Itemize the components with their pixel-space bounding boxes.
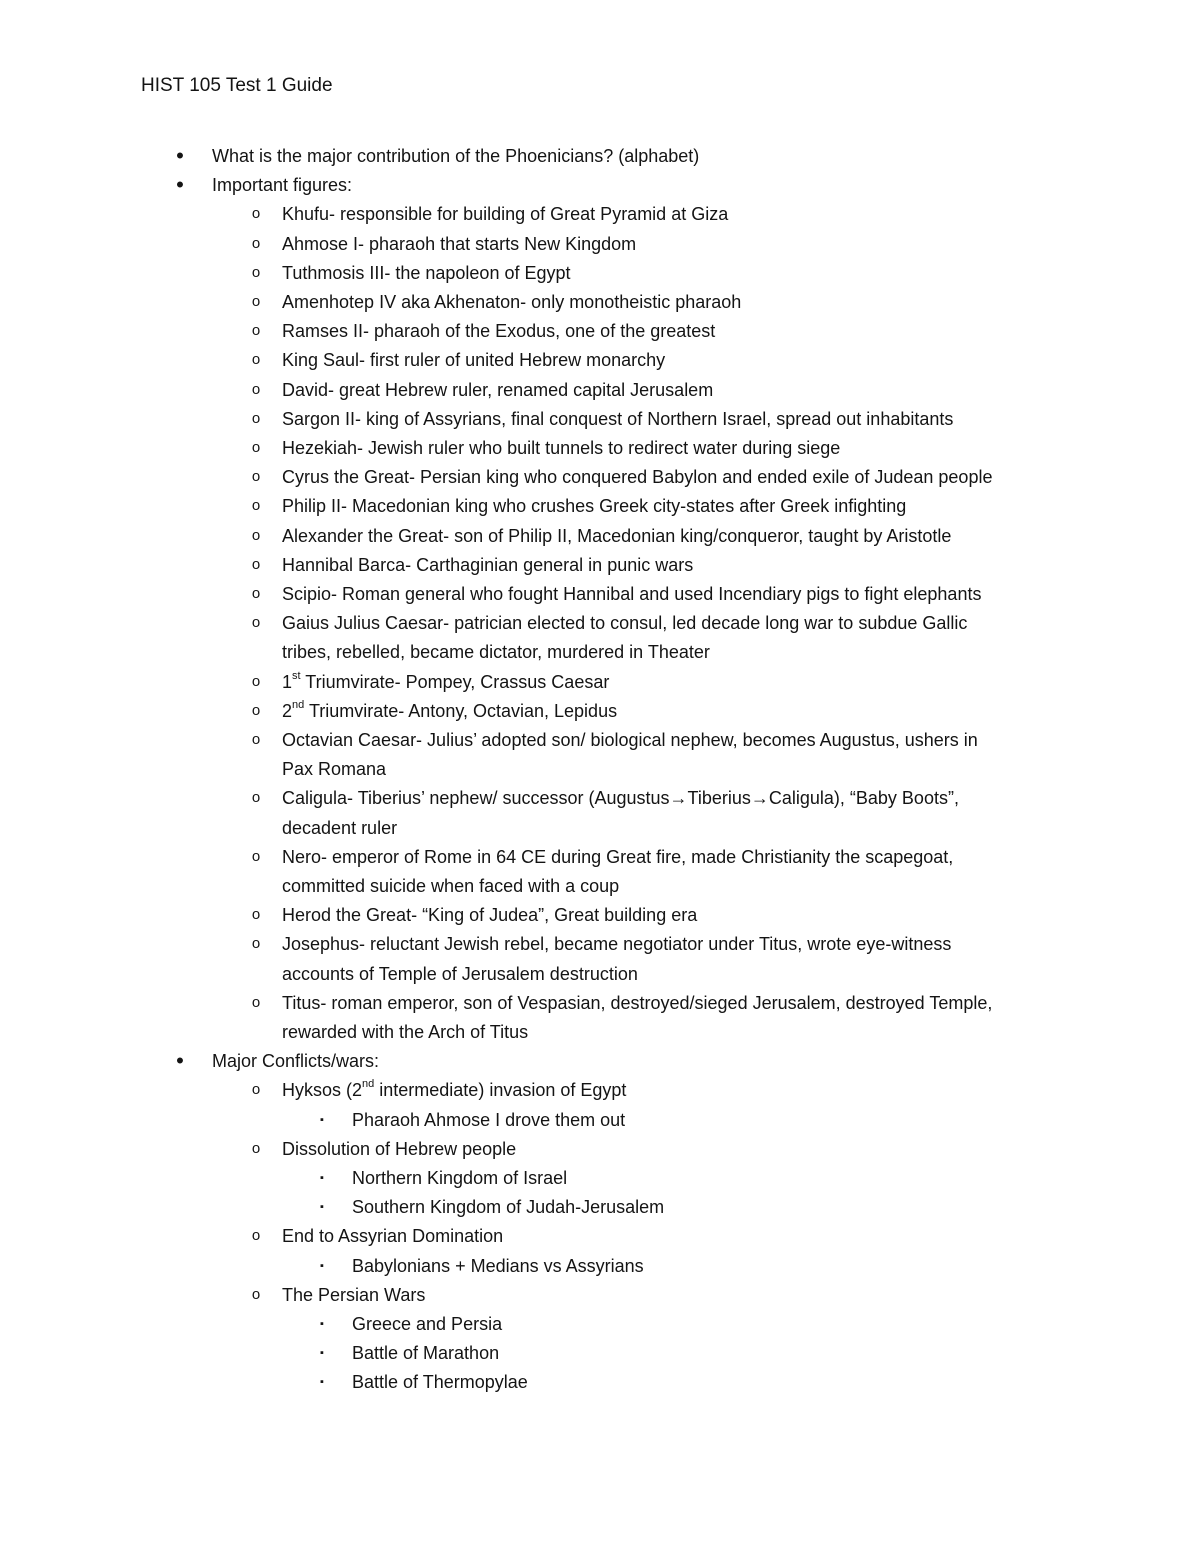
sub-item [282,493,906,519]
sub-item [282,785,959,811]
circle-marker: o [251,1227,261,1244]
item-text: End to Assyrian Domination [282,1226,504,1246]
continuation-line [282,873,619,899]
circle-marker: o [251,994,261,1011]
sub-item [282,231,636,257]
item-text: Dissolution of Hebrew people [282,1139,517,1159]
ordinal-superscript: nd [362,1078,375,1090]
sub-sub-item [352,1194,664,1220]
sub-sub-item [352,1107,625,1133]
sub-item [282,318,715,344]
circle-marker: o [251,293,261,310]
item-text: Sargon II- king of Assyrians, final conquest of Northern Israel, spread out inhabitants [282,409,954,429]
sub-item [282,1136,516,1162]
item-text: The Persian Wars [282,1285,426,1305]
sub-item [282,523,951,549]
item-text: Khufu- responsible for building of Great Pyramid at Giza [282,204,729,224]
sub-sub-item [352,1165,567,1191]
item-text: intermediate) invasion of Egypt [374,1080,627,1100]
sub-item [282,406,953,432]
circle-marker: o [251,322,261,339]
item-text: decadent ruler [282,818,398,838]
circle-marker: o [251,205,261,222]
circle-marker: o [251,468,261,485]
sub-item [282,698,617,724]
bullet-item [212,1048,379,1074]
item-text: Pharaoh Ahmose I drove them out [352,1110,626,1130]
sub-item [282,610,967,636]
circle-marker: o [251,527,261,544]
sub-item [282,464,992,490]
circle-marker: o [251,789,261,806]
sub-item [282,1282,425,1308]
sub-item [282,1077,626,1103]
item-text: King Saul- first ruler of united Hebrew monarchy [282,350,666,370]
bullet-marker: • [176,172,184,197]
circle-marker: o [251,235,261,252]
item-text: Ahmose I- pharaoh that starts New Kingdom [282,234,637,254]
item-text: Triumvirate- Pompey, Crassus Caesar [300,672,610,692]
item-text: Pax Romana [282,759,387,779]
item-text: Ramses II- pharaoh of the Exodus, one of the greatest [282,321,716,341]
sub-item [282,902,697,928]
item-text: Hezekiah- Jewish ruler who built tunnels to redirect water during siege [282,438,841,458]
item-text: Josephus- reluctant Jewish rebel, became negotiator under Titus, wrote eye-witness [282,934,952,954]
sub-item [282,669,609,695]
item-text: Hannibal Barca- Carthaginian general in punic wars [282,555,694,575]
ordinal-superscript: nd [292,699,305,711]
sub-item [282,201,728,227]
sub-item [282,931,951,957]
continuation-line [282,815,397,841]
circle-marker: o [251,848,261,865]
ordinal-superscript: st [292,670,301,682]
item-text: Philip II- Macedonian king who crushes Greek city-states after Greek infighting [282,496,907,516]
sub-item [282,260,571,286]
continuation-line [282,639,710,665]
sub-item [282,435,840,461]
circle-marker: o [251,1140,261,1157]
item-text: Battle of Marathon [352,1343,500,1363]
bullet-item [212,172,352,198]
item-text: Gaius Julius Caesar- patrician elected to consul, led decade long war to subdue Gallic [282,613,968,633]
circle-marker: o [251,1081,261,1098]
circle-marker: o [251,906,261,923]
circle-marker: o [251,439,261,456]
continuation-line [282,756,386,782]
continuation-line [282,1019,528,1045]
item-text: rewarded with the Arch of Titus [282,1022,529,1042]
sub-item [282,581,981,607]
square-marker: ▪ [320,1376,324,1388]
item-text: What is the major contribution of the Phoenicians? (alphabet) [212,146,700,166]
circle-marker: o [251,731,261,748]
square-marker: ▪ [320,1260,324,1272]
item-text: Tuthmosis III- the napoleon of Egypt [282,263,571,283]
circle-marker: o [251,410,261,427]
sub-item [282,727,978,753]
circle-marker: o [251,556,261,573]
sub-sub-item [352,1311,502,1337]
item-text: Northern Kingdom of Israel [352,1168,568,1188]
item-text: Southern Kingdom of Judah-Jerusalem [352,1197,665,1217]
sub-item [282,347,665,373]
circle-marker: o [251,585,261,602]
sub-item [282,844,953,870]
square-marker: ▪ [320,1347,324,1359]
item-prefix: 1 [282,672,293,692]
page-title: HIST 105 Test 1 Guide [141,75,333,96]
item-text: Alexander the Great- son of Philip II, Macedonian king/conqueror, taught by Aristotle [282,526,952,546]
item-prefix: Hyksos (2 [282,1080,363,1100]
item-text: Amenhotep IV aka Akhenaton- only monotheistic pharaoh [282,292,742,312]
item-text: Caligula- Tiberius’ nephew/ successor (Augustus→Tiberius→Caligula), “Baby Boots”, [282,788,959,808]
continuation-line [282,961,638,987]
sub-sub-item [352,1340,499,1366]
sub-item [282,1223,503,1249]
item-text: committed suicide when faced with a coup [282,876,620,896]
circle-marker: o [251,614,261,631]
item-text: Octavian Caesar- Julius’ adopted son/ biological nephew, becomes Augustus, ushers in [282,730,978,750]
square-marker: ▪ [320,1114,324,1126]
circle-marker: o [251,1286,261,1303]
sub-item [282,377,713,403]
item-text: Major Conflicts/wars: [212,1051,380,1071]
sub-item [282,990,992,1016]
item-text: David- great Hebrew ruler, renamed capital Jerusalem [282,380,714,400]
circle-marker: o [251,381,261,398]
circle-marker: o [251,351,261,368]
sub-item [282,289,741,315]
circle-marker: o [251,935,261,952]
circle-marker: o [251,673,261,690]
item-text: Herod the Great- “King of Judea”, Great building era [282,905,698,925]
circle-marker: o [251,264,261,281]
item-text: tribes, rebelled, became dictator, murdered in Theater [282,642,710,662]
item-text: Titus- roman emperor, son of Vespasian, destroyed/sieged Jerusalem, destroyed Temple, [282,993,993,1013]
sub-item [282,552,693,578]
item-text: Greece and Persia [352,1314,503,1334]
bullet-marker: • [176,143,184,168]
square-marker: ▪ [320,1201,324,1213]
sub-sub-item [352,1369,528,1395]
circle-marker: o [251,702,261,719]
item-text: accounts of Temple of Jerusalem destruction [282,964,638,984]
item-text: Battle of Thermopylae [352,1372,528,1392]
circle-marker: o [251,497,261,514]
item-text: Cyrus the Great- Persian king who conquered Babylon and ended exile of Judean people [282,467,993,487]
item-text: Triumvirate- Antony, Octavian, Lepidus [304,701,618,721]
sub-sub-item [352,1253,644,1279]
bullet-item [212,143,699,169]
item-text: Babylonians + Medians vs Assyrians [352,1256,644,1276]
item-text: Nero- emperor of Rome in 64 CE during Great fire, made Christianity the scapegoat, [282,847,954,867]
item-prefix: 2 [282,701,293,721]
square-marker: ▪ [320,1172,324,1184]
item-text: Scipio- Roman general who fought Hannibal and used Incendiary pigs to fight elephants [282,584,982,604]
square-marker: ▪ [320,1318,324,1330]
item-text: Important figures: [212,175,353,195]
bullet-marker: • [176,1048,184,1073]
